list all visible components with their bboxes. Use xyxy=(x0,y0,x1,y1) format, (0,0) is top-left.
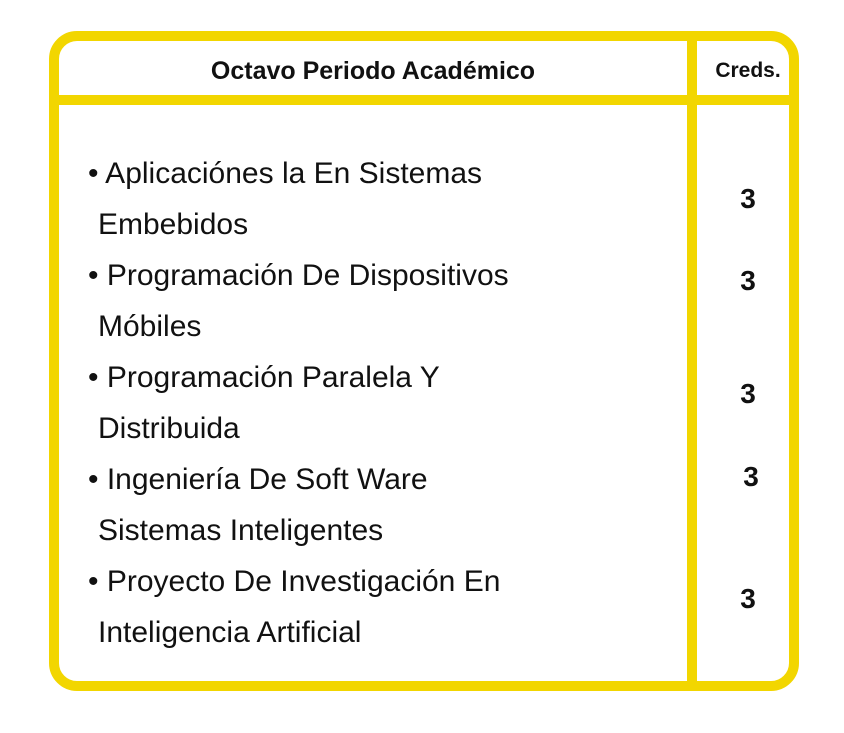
subject-3-line-2: Distribuida xyxy=(98,412,240,445)
subject-item-4 xyxy=(88,454,668,556)
subject-3-line-1: • Programación Paralela Y xyxy=(88,361,440,394)
subject-2-line-1: • Programación De Dispositivos xyxy=(88,259,509,292)
subject-5-line-1: • Proyecto De Investigación En xyxy=(88,565,501,598)
subject-4-line-2: Sistemas Inteligentes xyxy=(98,514,384,547)
column-divider xyxy=(687,31,697,691)
credits-value-1: 3 xyxy=(740,183,756,214)
subject-5-line-2: Inteligencia Artificial xyxy=(98,616,362,649)
subject-item-1 xyxy=(88,148,668,250)
subject-item-2 xyxy=(88,250,668,352)
subject-1-line-2: Embebidos xyxy=(98,208,249,241)
credits-value-5: 3 xyxy=(740,583,756,614)
header-subject-title: Octavo Periodo Académico xyxy=(210,57,536,85)
subject-item-3 xyxy=(88,352,668,454)
credits-value-2: 3 xyxy=(740,265,756,296)
subject-1-line-1: • Aplicaciónes la En Sistemas xyxy=(88,157,483,190)
subject-4-line-1: • Ingeniería De Soft Ware xyxy=(88,463,428,496)
subject-item-5 xyxy=(88,556,668,658)
credits-value-3: 3 xyxy=(740,378,756,409)
credits-value-4: 3 xyxy=(743,461,759,492)
header-credits-title: Creds. xyxy=(715,59,781,82)
subject-2-line-2: Móbiles xyxy=(98,310,202,343)
